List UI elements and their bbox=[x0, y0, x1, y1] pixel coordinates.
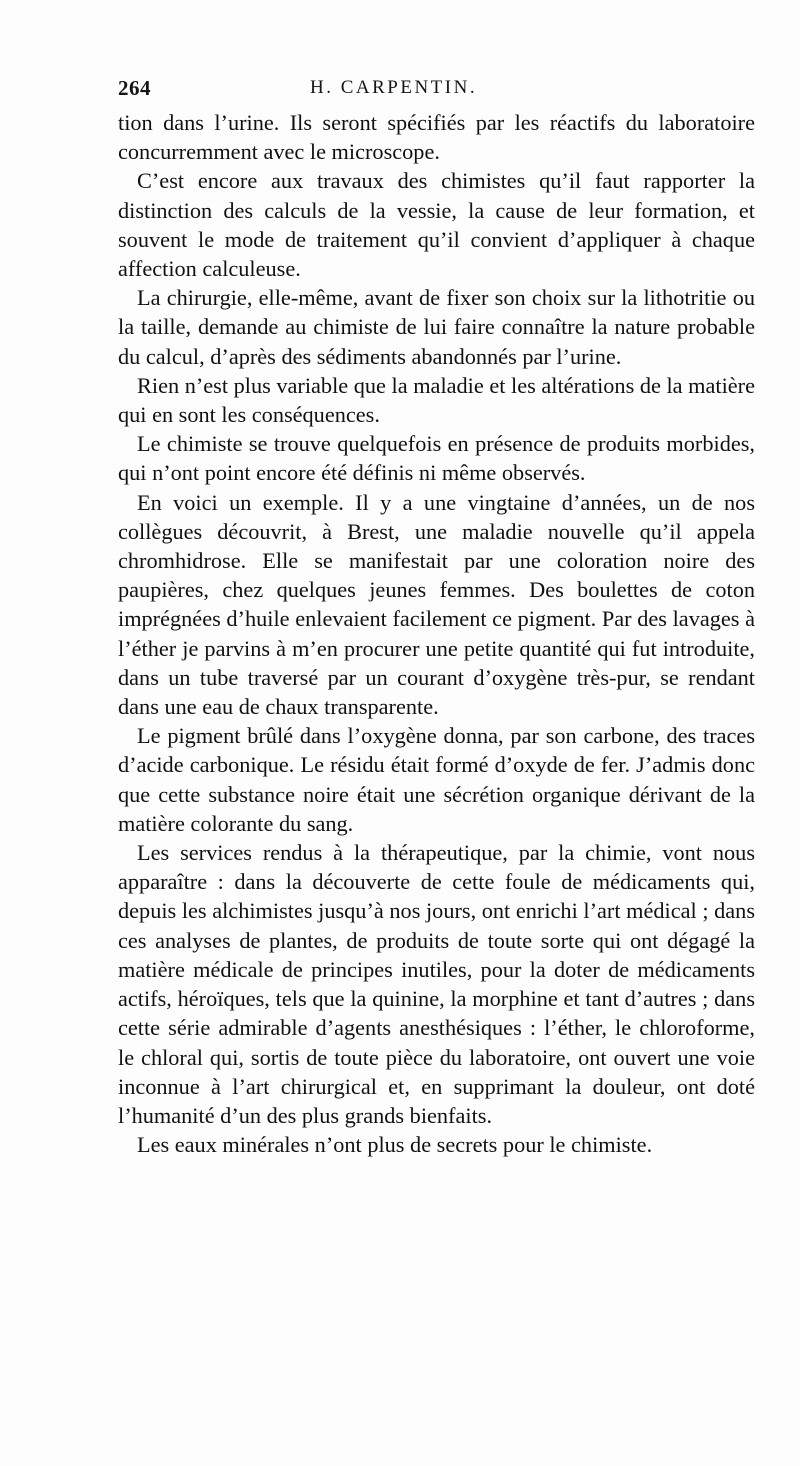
paragraph: Le pigment brûlé dans l’oxygène donna, par son carbone, des traces d’acide carbonique. Le résidu était formé d’oxyde de fer. J’admis donc que cette substance noire était une sécrétion organique dérivant de la matière colorante du sang. bbox=[118, 723, 755, 836]
paragraph: Les services rendus à la thérapeutique, par la chimie, vont nous apparaître : dans la découverte de cette foule de médicaments qui, depuis les alchimistes jusqu’à nos jours, ont enrichi l’art médical ; dans ces analyses de plantes, de produits de toute sorte qui ont dégagé la matière médicale de principes inutiles, pour la doter de médicaments actifs, héroïques, tels que la quinine, la morphine et tant d’autres ; dans cette série admirable d’agents anesthésiques : l’éther, le chloroforme, le chloral qui, sortis de toute pièce du laboratoire, ont ouvert une voie inconnue à l’art chirurgical et, en supprimant la douleur, ont doté l’humanité d’un des plus grands bienfaits. bbox=[118, 840, 755, 1128]
paragraph: En voici un exemple. Il y a une vingtaine d’années, un de nos collègues découvrit, à Brest, une maladie nouvelle qu’il appela chromhidrose. Elle se manifestait par une coloration noire des paupières, chez quelques jeunes femmes. Des boulettes de coton imprégnées d’huile enlevaient facilement ce pigment. Par des lavages à l’éther je parvins à m’en procurer une petite quantité qui fut introduite, dans un tube traversé par un courant d’oxygène très-pur, se rendant dans une eau de chaux transparente. bbox=[118, 489, 755, 720]
page-number: 264 bbox=[118, 76, 151, 100]
running-head: H. CARPENTIN. bbox=[310, 77, 478, 98]
paragraph: tion dans l’urine. Ils seront spécifiés par les réactifs du laboratoire concurremment avec le microscope. bbox=[118, 110, 755, 165]
paragraph: La chirurgie, elle-même, avant de fixer son choix sur la lithotritie ou la taille, demande au chimiste de lui faire connaître la nature probable du calcul, d’après des sédiments abandonnés par l’urine. bbox=[118, 285, 755, 369]
body-text bbox=[118, 108, 755, 1159]
paragraph: Les eaux minérales n’ont plus de secrets pour le chimiste. bbox=[137, 1132, 653, 1158]
paragraph: Le chimiste se trouve quelquefois en présence de produits morbides, qui n’ont point encore été définis ni même observés. bbox=[118, 431, 755, 486]
page-header bbox=[118, 76, 758, 102]
paragraph: Rien n’est plus variable que la maladie et les altérations de la matière qui en sont les conséquences. bbox=[118, 372, 755, 428]
paragraph: C’est encore aux travaux des chimistes qu’il faut rapporter la distinction des calculs de la vessie, la cause de leur formation, et souvent le mode de traitement qu’il convient d’appliquer à chaque affection calculeuse. bbox=[118, 168, 755, 282]
